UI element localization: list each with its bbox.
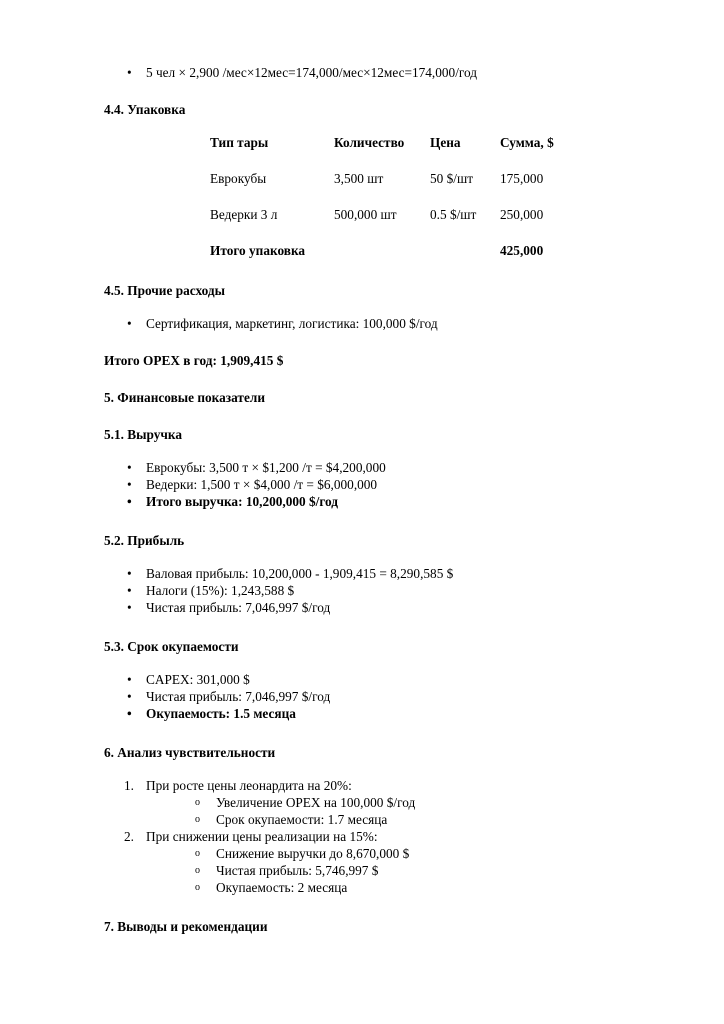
section-heading-other-costs: 4.5. Прочие расходы (104, 283, 225, 298)
table-cell (334, 242, 430, 278)
table-cell (430, 242, 500, 278)
table-total-row (210, 242, 580, 278)
list-item: • Чистая прибыль: 7,046,997 $/год (104, 599, 624, 616)
payback-total: • Окупаемость: 1.5 месяца (104, 705, 624, 722)
profit-list (104, 565, 624, 616)
column-header: Цена (430, 135, 461, 150)
table-cell: 250,000 (500, 207, 544, 222)
sensitivity-list (104, 777, 624, 896)
column-header: Количество (334, 135, 405, 150)
table-row (210, 206, 580, 242)
list-item: • Валовая прибыль: 10,200,000 - 1,909,415 = 8,290,585 $ (104, 565, 624, 582)
column-header: Сумма, $ (500, 135, 554, 150)
section-heading-payback: 5.3. Срок окупаемости (104, 639, 239, 654)
sub-list-item: o Увеличение OPEX на 100,000 $/год (146, 794, 624, 811)
list-item (104, 828, 624, 896)
list-item: • Еврокубы: 3,500 т × $1,200 /т = $4,200,000 (104, 459, 624, 476)
sub-list-item: o Чистая прибыль: 5,746,997 $ (146, 862, 624, 879)
section-heading-packaging: 4.4. Упаковка (104, 102, 186, 117)
sub-list-item: o Срок окупаемости: 1.7 месяца (146, 811, 624, 828)
document-page (104, 64, 624, 935)
section-heading-revenue: 5.1. Выручка (104, 427, 182, 442)
revenue-total: • Итого выручка: 10,200,000 $/год (104, 493, 624, 510)
table-row (210, 170, 580, 206)
table-cell: 3,500 шт (334, 171, 384, 186)
opex-total: Итого OPEX в год: 1,909,415 $ (104, 353, 284, 368)
table-cell: Еврокубы (210, 171, 267, 186)
payback-list (104, 671, 624, 722)
sub-list-item: o Окупаемость: 2 месяца (146, 879, 624, 896)
sub-list-item: o Снижение выручки до 8,670,000 $ (146, 845, 624, 862)
table-cell: Ведерки 3 л (210, 207, 278, 222)
table-header-row (210, 134, 580, 170)
staff-cost-list (104, 64, 624, 81)
list-item-text: При росте цены леонардита на 20%: (146, 778, 352, 793)
packaging-table (210, 134, 580, 278)
table-cell: 50 $/шт (430, 171, 474, 186)
sub-list (146, 794, 624, 828)
section-heading-sensitivity: 6. Анализ чувствительности (104, 745, 276, 760)
section-heading-profit: 5.2. Прибыль (104, 533, 185, 548)
list-item: • Сертификация, маркетинг, логистика: 100,000 $/год (104, 315, 624, 332)
total-label: Итого упаковка (210, 243, 306, 258)
list-number: 1. (124, 778, 134, 793)
revenue-list (104, 459, 624, 510)
table-cell: 0.5 $/шт (430, 207, 477, 222)
list-item: • Чистая прибыль: 7,046,997 $/год (104, 688, 624, 705)
list-item (104, 777, 624, 828)
table-cell: 175,000 (500, 171, 544, 186)
list-item-text: При снижении цены реализации на 15%: (146, 829, 378, 844)
column-header: Тип тары (210, 135, 269, 150)
total-value: 425,000 (500, 243, 544, 258)
list-number: 2. (124, 829, 134, 844)
list-item: • 5 чел × 2,900 /мес×12мес=174,000/мес×12мес=174,000/год (104, 64, 624, 81)
list-item: • Ведерки: 1,500 т × $4,000 /т = $6,000,000 (104, 476, 624, 493)
list-item: • CAPEX: 301,000 $ (104, 671, 624, 688)
list-item: • Налоги (15%): 1,243,588 $ (104, 582, 624, 599)
other-costs-list (104, 315, 624, 332)
section-heading-conclusions: 7. Выводы и рекомендации (104, 919, 268, 934)
table-cell: 500,000 шт (334, 207, 397, 222)
section-heading-financials: 5. Финансовые показатели (104, 390, 265, 405)
sub-list (146, 845, 624, 896)
